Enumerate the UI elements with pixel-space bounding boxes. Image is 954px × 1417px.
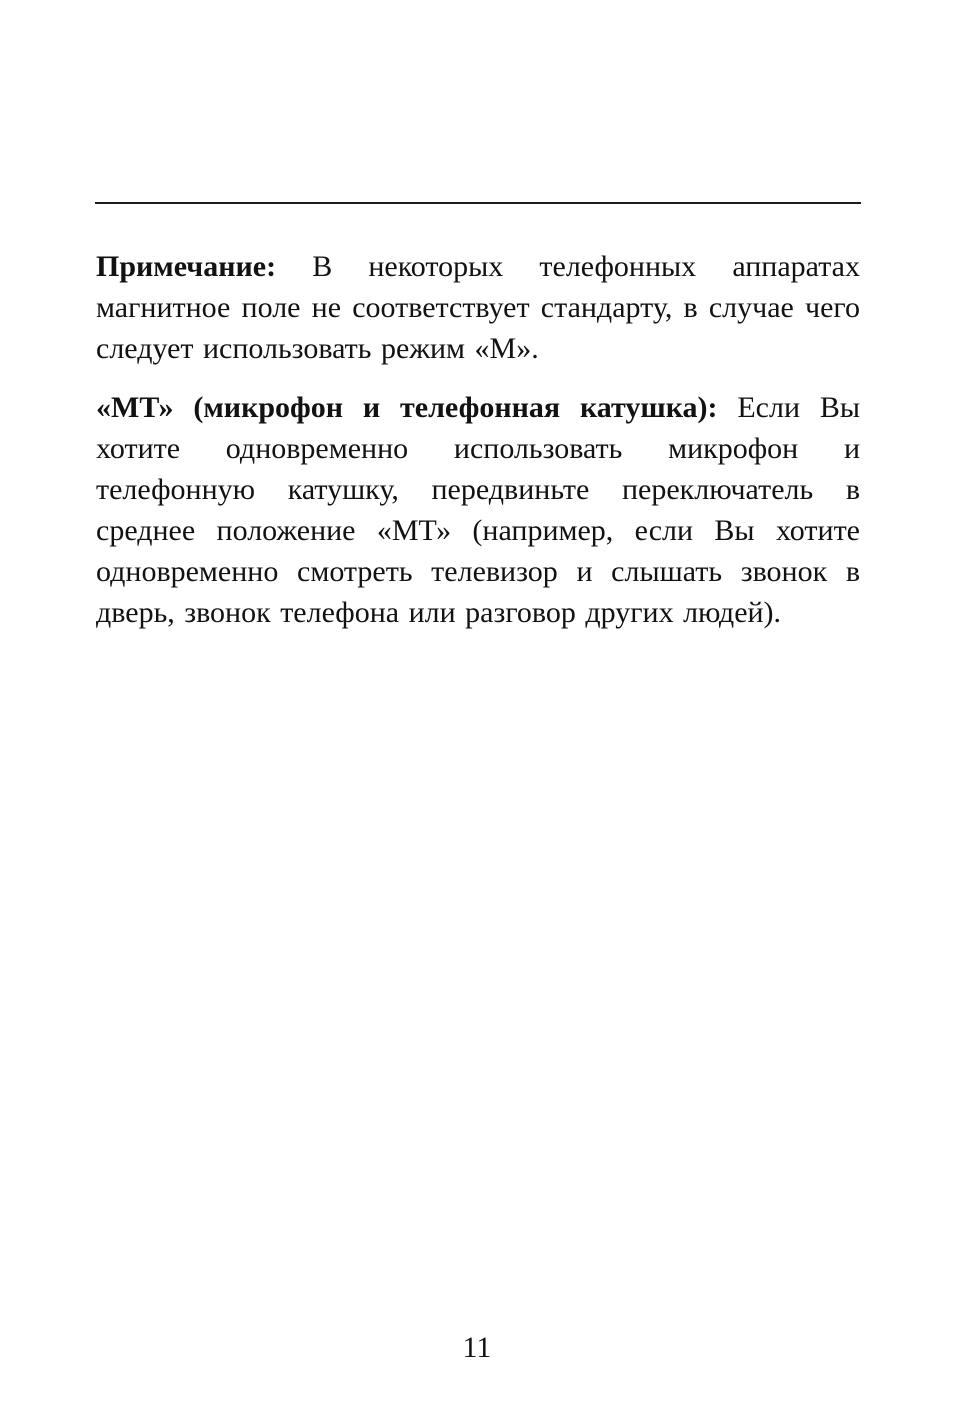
paragraph-note-lead: Примечание:	[96, 250, 277, 283]
paragraph-mt-mode	[96, 387, 860, 633]
page-number: 11	[462, 1331, 492, 1364]
section-divider-rule	[95, 202, 861, 204]
body-text	[96, 246, 860, 651]
paragraph-note	[96, 246, 860, 369]
paragraph-note-body: В некоторых телефонных аппаратах магнитное поле не соответствует стандарту, в случае чего следует использовать режим «М».	[96, 250, 860, 365]
paragraph-mt-mode-lead: «МТ» (микрофон и телефонная катушка):	[96, 391, 718, 424]
paragraph-mt-mode-body: Если Вы хотите одновременно использовать микрофон и телефонную катушку, передвиньте переключатель в среднее положение «МТ» (например, если Вы хотите одновременно смотреть телевизор и слышать звонок в дверь, звонок телефона или разговор других людей).	[96, 391, 860, 629]
